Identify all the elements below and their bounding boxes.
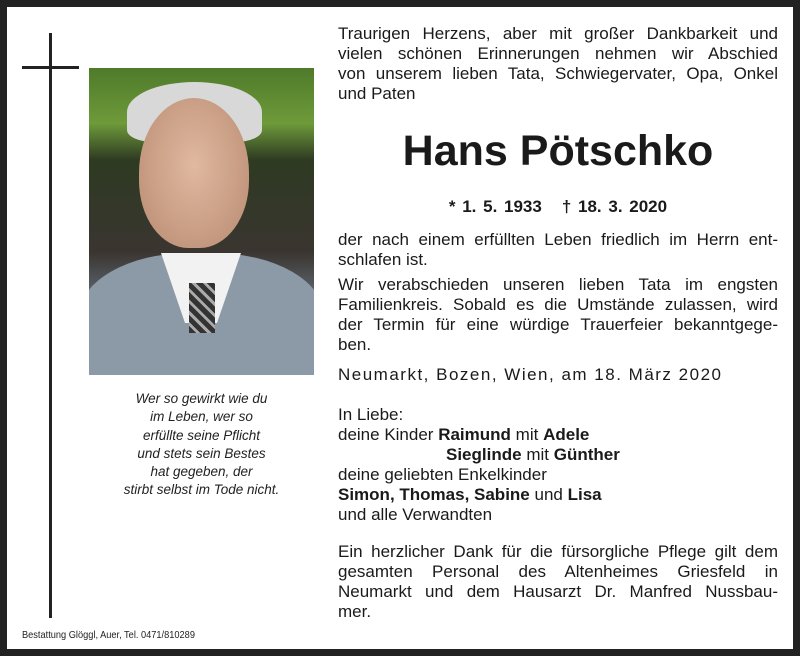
- poem-line: Wer so gewirkt wie du: [135, 391, 268, 406]
- children-line-2: Sieglinde mit Günther: [446, 445, 620, 464]
- poem-line: im Leben, wer so: [150, 409, 253, 425]
- poem-line: stirbt selbst im Tode nicht.: [123, 482, 280, 498]
- text-line: vielen schönen Erinnerungen nehmen wir Abschied: [338, 44, 778, 63]
- relatives-line: und alle Verwandten: [338, 505, 493, 524]
- text-line: mer.: [338, 602, 372, 621]
- obituary-notice: [7, 7, 793, 649]
- grandchildren-line: Simon, Thomas, Sabine und Lisa: [338, 485, 602, 504]
- text-line: von unserem lieben Tata, Schwiegervater, Opa, Onkel: [338, 64, 778, 83]
- poem-line: und stets sein Bestes: [137, 445, 266, 461]
- memorial-poem: [89, 390, 314, 500]
- text-line: der Termin für eine würdige Trauerfeier bekanntgege-: [338, 315, 778, 334]
- paragraph-ceremony: [338, 275, 778, 355]
- thanks-paragraph: [338, 542, 778, 622]
- text-line: Ein herzlicher Dank für die fürsorgliche Pflege gilt dem: [338, 542, 778, 561]
- family-heading: In Liebe:: [338, 405, 404, 424]
- family-list: [338, 405, 778, 525]
- text-line: Familienkreis. Sobald es die Umstände zulassen, wird: [338, 295, 778, 314]
- text-line: gesamten Personal des Altenheimes Griesfeld in: [338, 562, 778, 581]
- text-line: Traurigen Herzens, aber mit großer Dankbarkeit und: [338, 24, 778, 43]
- cross-icon: [49, 33, 52, 618]
- funeral-home-footer: Bestattung Glöggl, Auer, Tel. 0471/810289: [22, 629, 195, 641]
- text-line: und Paten: [338, 84, 416, 103]
- life-dates: [338, 197, 778, 217]
- text-line: Wir verabschieden unseren lieben Tata im engsten: [338, 275, 778, 294]
- text-line: ben.: [338, 335, 372, 354]
- text-line: schlafen ist.: [338, 250, 428, 269]
- poem-line: erfüllte seine Pflicht: [142, 427, 261, 443]
- paragraph-passing: [338, 230, 778, 270]
- birth-date: * 1. 5. 1933: [448, 197, 542, 216]
- deceased-name: Hans Pötschko: [402, 127, 714, 175]
- death-date: † 18. 3. 2020: [561, 197, 668, 216]
- place-date: Neumarkt, Bozen, Wien, am 18. März 2020: [338, 365, 723, 384]
- text-line: der nach einem erfüllten Leben friedlich im Herrn ent-: [338, 230, 778, 249]
- children-line: deine Kinder Raimund mit Adele: [338, 425, 590, 444]
- cross-icon-bar: [22, 66, 79, 69]
- text-line: Neumarkt und dem Hausarzt Dr. Manfred Nussbau-: [338, 582, 778, 601]
- intro-text: [338, 24, 778, 104]
- portrait-photo: [89, 68, 314, 375]
- grandchildren-label: deine geliebten Enkelkinder: [338, 465, 547, 484]
- poem-line: hat gegeben, der: [150, 464, 253, 480]
